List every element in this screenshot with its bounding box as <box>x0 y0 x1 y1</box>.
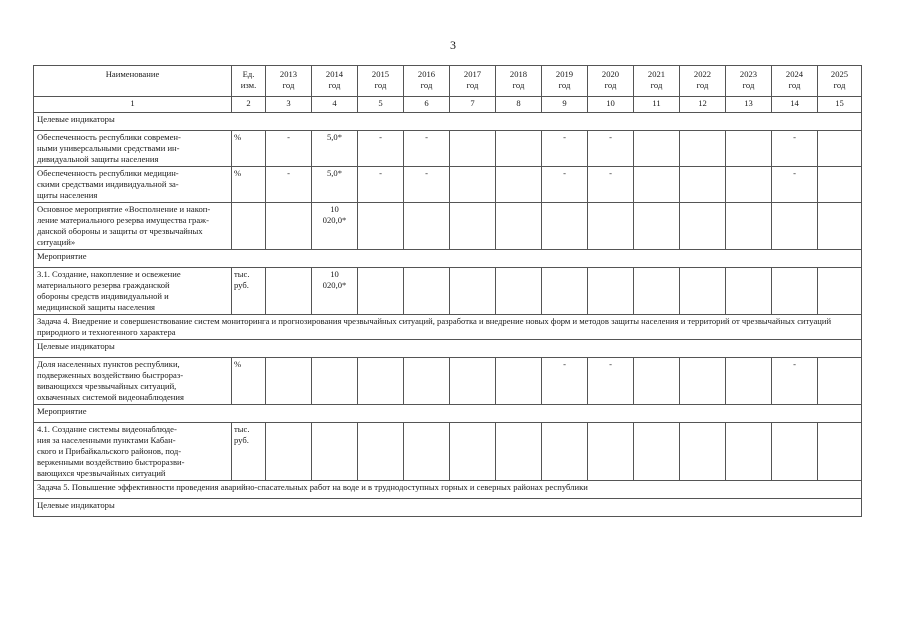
indicator-value-line: - <box>793 359 796 369</box>
indicator-value-line: - <box>425 168 428 178</box>
indicator-value-line: - <box>379 132 382 142</box>
indicator-value <box>496 268 542 315</box>
indicator-unit-line: % <box>234 168 242 178</box>
indicator-name <box>34 423 232 481</box>
indicator-value <box>312 167 358 203</box>
section-title: Целевые индикаторы <box>34 113 862 131</box>
header-unit-line: Ед. <box>242 69 255 79</box>
indicator-name-line: подверженных воздействию быстрораз- <box>37 370 184 380</box>
indicator-value-line: - <box>793 132 796 142</box>
indicator-value <box>726 268 772 315</box>
indicator-value <box>542 268 588 315</box>
section-title: Задача 4. Внедрение и совершенствование систем мониторинга и прогнозирования чрезвычайных ситуаций, разработка и внедрение новых форм и методов защиты населения и территорий от чрезвычайных ситуаций природного и техногенного характера <box>34 315 862 340</box>
indicator-name-line: верженными воздействию быстроразви- <box>37 457 185 467</box>
column-numbers-row <box>34 97 862 113</box>
indicator-value-line: - <box>609 168 612 178</box>
indicator-unit-line: тыс. <box>234 424 250 434</box>
indicator-value <box>818 131 862 167</box>
header-year-line: год <box>420 80 433 90</box>
indicator-value <box>404 268 450 315</box>
indicator-name-line: щиты населения <box>37 190 98 200</box>
header-unit <box>232 66 266 97</box>
indicator-value <box>266 167 312 203</box>
indicator-value <box>358 167 404 203</box>
section-title: Задача 5. Повышение эффективности проведения аварийно-спасательных работ на воде и в труднодоступных горных и северных районах республики <box>34 481 862 499</box>
indicator-name-line: ситуаций» <box>37 237 76 247</box>
header-year-line: год <box>650 80 663 90</box>
indicator-value <box>634 167 680 203</box>
indicator-unit <box>232 131 266 167</box>
header-year-line: год <box>466 80 479 90</box>
indicator-value <box>312 358 358 405</box>
indicator-name-line: ния за населенными пунктами Кабан- <box>37 435 176 445</box>
header-year-line: 2021 <box>647 69 666 79</box>
section-row <box>34 499 862 517</box>
column-number: 15 <box>818 97 862 113</box>
header-year-line: 2019 <box>555 69 574 79</box>
column-number: 13 <box>726 97 772 113</box>
section-title: Мероприятие <box>34 250 862 268</box>
header-year-line: 2025 <box>830 69 849 79</box>
header-year-line: 2023 <box>739 69 758 79</box>
indicator-value <box>726 203 772 250</box>
indicator-value <box>404 167 450 203</box>
header-year <box>726 66 772 97</box>
indicator-name <box>34 268 232 315</box>
indicator-value-line: - <box>563 359 566 369</box>
indicator-value-line: 020,0* <box>322 280 347 290</box>
indicator-value <box>358 358 404 405</box>
indicator-value <box>404 131 450 167</box>
indicator-value <box>818 268 862 315</box>
column-number: 7 <box>450 97 496 113</box>
indicator-name-line: дивидуальной защиты населения <box>37 154 159 164</box>
indicator-name-line: охваченных системой видеонаблюдения <box>37 392 184 402</box>
indicator-unit <box>232 423 266 481</box>
indicator-value <box>772 268 818 315</box>
indicator-value <box>680 423 726 481</box>
header-year-line: год <box>512 80 525 90</box>
indicator-value <box>496 203 542 250</box>
column-number: 10 <box>588 97 634 113</box>
section-row <box>34 113 862 131</box>
indicator-value <box>818 203 862 250</box>
indicator-name-line: 4.1. Создание системы видеонаблюде- <box>37 424 177 434</box>
indicator-value <box>496 358 542 405</box>
header-year-line: 2013 <box>279 69 298 79</box>
indicator-unit <box>232 358 266 405</box>
header-year-line: 2014 <box>325 69 344 79</box>
indicator-value <box>726 167 772 203</box>
data-row <box>34 423 862 481</box>
section-row <box>34 481 862 499</box>
indicator-value <box>726 423 772 481</box>
indicator-value-line: - <box>609 359 612 369</box>
indicator-value-line: 5,0* <box>326 132 343 142</box>
header-year <box>312 66 358 97</box>
indicator-value <box>772 358 818 405</box>
header-year-line: 2020 <box>601 69 620 79</box>
header-year <box>496 66 542 97</box>
indicator-name-line: материального резерва гражданской <box>37 280 170 290</box>
indicator-value <box>588 268 634 315</box>
indicator-value-line: 5,0* <box>326 168 343 178</box>
indicator-value-line: 10 <box>330 204 339 214</box>
header-year <box>818 66 862 97</box>
header-year-line: 2015 <box>371 69 390 79</box>
page-number: 3 <box>450 38 456 52</box>
indicator-value <box>496 131 542 167</box>
column-number: 14 <box>772 97 818 113</box>
indicator-value <box>450 423 496 481</box>
header-year <box>680 66 726 97</box>
header-year-line: год <box>558 80 571 90</box>
indicator-value <box>588 358 634 405</box>
indicator-value <box>634 268 680 315</box>
indicator-value <box>404 423 450 481</box>
indicator-value <box>542 131 588 167</box>
header-year <box>772 66 818 97</box>
column-number: 12 <box>680 97 726 113</box>
indicator-name-line: 3.1. Создание, накопление и освежение <box>37 269 181 279</box>
indicator-value-line: - <box>287 132 290 142</box>
column-number: 2 <box>232 97 266 113</box>
indicator-value <box>542 358 588 405</box>
indicator-value <box>266 423 312 481</box>
indicator-unit <box>232 203 266 250</box>
indicator-name <box>34 167 232 203</box>
indicator-name-line: Основное мероприятие «Восполнение и накоп- <box>37 204 211 214</box>
header-year-line: 2016 <box>417 69 436 79</box>
indicator-value <box>312 423 358 481</box>
indicator-name-line: Обеспеченность республики медицин- <box>37 168 179 178</box>
indicator-name-line: Обеспеченность республики современ- <box>37 132 181 142</box>
header-year-line: год <box>604 80 617 90</box>
indicator-value <box>266 268 312 315</box>
indicator-value <box>588 167 634 203</box>
header-year <box>542 66 588 97</box>
indicator-value <box>450 203 496 250</box>
indicator-name <box>34 358 232 405</box>
header-year <box>358 66 404 97</box>
indicator-value-line: - <box>425 132 428 142</box>
column-number: 9 <box>542 97 588 113</box>
section-row <box>34 340 862 358</box>
section-title: Целевые индикаторы <box>34 499 862 517</box>
indicator-value <box>312 131 358 167</box>
column-number: 8 <box>496 97 542 113</box>
section-row <box>34 315 862 340</box>
indicator-unit-line: руб. <box>234 435 249 445</box>
header-name: Наименование <box>34 66 232 97</box>
indicator-value <box>680 358 726 405</box>
indicator-value <box>772 167 818 203</box>
indicator-name-line: вающихся чрезвычайных ситуаций <box>37 468 166 478</box>
indicator-value-line: - <box>609 132 612 142</box>
column-number: 4 <box>312 97 358 113</box>
indicator-value-line: - <box>563 168 566 178</box>
indicator-value <box>358 203 404 250</box>
indicator-value <box>772 423 818 481</box>
indicator-value <box>680 167 726 203</box>
indicator-value <box>634 131 680 167</box>
column-number: 5 <box>358 97 404 113</box>
indicator-value <box>634 203 680 250</box>
section-row <box>34 250 862 268</box>
indicator-value <box>818 358 862 405</box>
indicator-value <box>542 423 588 481</box>
indicator-value <box>312 268 358 315</box>
section-title: Мероприятие <box>34 405 862 423</box>
section-title: Целевые индикаторы <box>34 340 862 358</box>
indicator-name-line: обороны средств индивидуальной и <box>37 291 169 301</box>
indicator-value-line: - <box>379 168 382 178</box>
indicator-unit-line: % <box>234 359 242 369</box>
indicator-value <box>450 167 496 203</box>
indicator-value <box>680 131 726 167</box>
header-year <box>588 66 634 97</box>
indicator-value <box>450 268 496 315</box>
indicator-unit-line: тыс. <box>234 269 250 279</box>
indicator-name-line: ского и Прибайкальского районов, под- <box>37 446 182 456</box>
indicator-value <box>588 423 634 481</box>
indicator-unit-line: руб. <box>234 280 249 290</box>
indicator-value <box>450 131 496 167</box>
indicators-table <box>33 65 862 517</box>
indicator-value <box>772 131 818 167</box>
header-year <box>266 66 312 97</box>
indicator-value <box>634 423 680 481</box>
header-year-line: год <box>833 80 846 90</box>
indicator-value <box>772 203 818 250</box>
indicator-name <box>34 131 232 167</box>
header-year <box>450 66 496 97</box>
indicator-value <box>266 203 312 250</box>
indicator-value <box>404 203 450 250</box>
indicator-value <box>726 358 772 405</box>
column-number: 11 <box>634 97 680 113</box>
header-year <box>634 66 680 97</box>
indicator-value <box>312 203 358 250</box>
header-year-line: год <box>282 80 295 90</box>
indicator-value <box>634 358 680 405</box>
indicator-value <box>680 203 726 250</box>
indicator-value-line: - <box>563 132 566 142</box>
header-year-line: 2024 <box>785 69 804 79</box>
indicator-value <box>542 203 588 250</box>
indicator-name-line: ными универсальными средствами ин- <box>37 143 180 153</box>
indicator-unit <box>232 167 266 203</box>
indicator-name-line: ление материального резерва имущества граж- <box>37 215 209 225</box>
data-row <box>34 131 862 167</box>
indicator-value-line: - <box>287 168 290 178</box>
header-year-line: год <box>788 80 801 90</box>
indicator-name-line: вивающихся чрезвычайных ситуаций, <box>37 381 177 391</box>
indicator-name-line: данской обороны и защиты от чрезвычайных <box>37 226 203 236</box>
indicator-value <box>404 358 450 405</box>
indicator-name-line: скими средствами индивидуальной за- <box>37 179 179 189</box>
indicator-name <box>34 203 232 250</box>
header-year-line: 2018 <box>509 69 528 79</box>
indicator-value <box>358 131 404 167</box>
indicator-value <box>818 167 862 203</box>
indicator-value <box>358 268 404 315</box>
header-year-line: год <box>328 80 341 90</box>
indicator-unit <box>232 268 266 315</box>
column-number: 3 <box>266 97 312 113</box>
header-unit-line: изм. <box>240 80 257 90</box>
header-year-line: год <box>742 80 755 90</box>
header-year-line: 2022 <box>693 69 712 79</box>
data-row <box>34 203 862 250</box>
indicator-value-line: - <box>793 168 796 178</box>
data-row <box>34 167 862 203</box>
indicator-value <box>496 423 542 481</box>
indicator-value <box>818 423 862 481</box>
indicator-value-line: 020,0* <box>322 215 347 225</box>
indicator-value <box>588 203 634 250</box>
indicator-unit-line: % <box>234 132 242 142</box>
column-number: 6 <box>404 97 450 113</box>
indicator-value <box>266 358 312 405</box>
indicator-name-line: Доля населенных пунктов республики, <box>37 359 180 369</box>
column-number: 1 <box>34 97 232 113</box>
indicator-value <box>496 167 542 203</box>
indicator-value <box>542 167 588 203</box>
indicator-value <box>588 131 634 167</box>
section-row <box>34 405 862 423</box>
indicator-value <box>358 423 404 481</box>
indicator-value-line: 10 <box>330 269 339 279</box>
data-row <box>34 358 862 405</box>
data-row <box>34 268 862 315</box>
header-year <box>404 66 450 97</box>
indicator-value <box>680 268 726 315</box>
indicator-value <box>726 131 772 167</box>
indicator-value <box>266 131 312 167</box>
header-year-line: год <box>696 80 709 90</box>
indicator-value <box>450 358 496 405</box>
header-row <box>34 66 862 97</box>
header-year-line: год <box>374 80 387 90</box>
header-year-line: 2017 <box>463 69 482 79</box>
indicator-name-line: медицинской защиты населения <box>37 302 156 312</box>
